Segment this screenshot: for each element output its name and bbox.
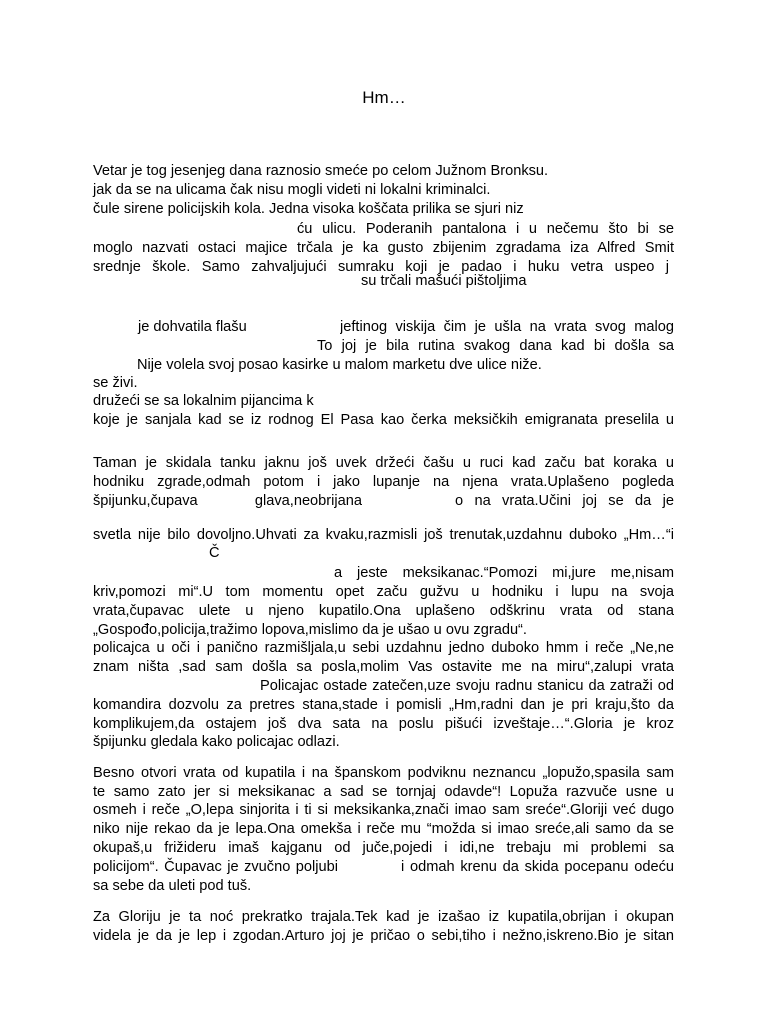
text-line: Za Gloriju je ta noć prekratko trajala.Tek kad je izašao iz kupatila,obrijan i okupan: [93, 909, 674, 925]
text-line: družeći se sa lokalnim pijancima k: [93, 393, 314, 409]
text-line: je dohvatila flašu: [138, 319, 247, 335]
text-line: o na vrata.Učini joj se da je: [455, 493, 674, 509]
text-line: jeftinog viskija čim je ušla na vrata svog malog: [340, 319, 674, 335]
text-line: Besno otvori vrata od kupatila i na španskom podviknu neznancu „lopužo,spasila sam: [93, 765, 674, 781]
text-line: sa sebe da uleti pod tuš.: [93, 878, 252, 894]
text-line: jak da se na ulicama čak nisu mogli videti ni lokalni kriminalci.: [93, 182, 491, 198]
text-line: policijom“. Čupavac je zvučno poljubi: [93, 859, 338, 875]
text-line: hodniku zgrade,odmah potom i jako lupanje na njena vrata.Uplašeno pogleda: [93, 474, 674, 490]
text-line: te samo zato jer si meksikanac a sad se tornjaj odavde“! Lopuža razvuče usne u: [93, 784, 674, 800]
text-line: čule sirene policijskih kola. Jedna visoka koščata prilika se sjuri niz: [93, 201, 524, 217]
text-line: Policajac ostade zatečen,uze svoju radnu stanicu da zatraži od: [260, 678, 674, 694]
text-line: osmeh i reče „O,lepa sinjorita i ti si meksikanka,znači imao sam sreće“.Gloriji već dugo: [93, 802, 674, 818]
text-line: policajca u oči i panično razmišljala,u sebi uzdahnu jedno duboko hmm i reče „Ne,ne: [93, 640, 674, 656]
text-line: Taman je skidala tanku jaknu još uvek držeći čašu u ruci kad začu bat koraka u: [93, 455, 674, 471]
text-line: koje je sanjala kad se iz rodnog El Pasa kao čerka meksičkih emigranata preselila u: [93, 412, 674, 428]
text-line: vrata,čupavac ulete u njeno kupatilo.Ona uplašeno odškrinu vrata od stana: [93, 603, 674, 619]
text-line: se živi.: [93, 375, 138, 391]
text-line: komplikujem,da ostajem još dva sata na poslu pišući izveštaje…“.Gloria je kroz: [93, 716, 674, 732]
text-line: a jeste meksikanac.“Pomozi mi,jure me,nisam: [334, 565, 674, 581]
text-line: kriv,pomozi mi“.U tom momentu opet začu gužvu u hodniku i lupu na svoja: [93, 584, 674, 600]
text-line: špijunku gledala kako policajac odlazi.: [93, 734, 340, 750]
text-line: ću ulicu. Poderanih pantalona i u nečemu što bi se: [297, 221, 674, 237]
page-title: Hm…: [362, 88, 406, 107]
text-line: okupaš,u frižideru imaš kajganu od juče,pojedi i idi,ne trebaju mi problemi sa: [93, 840, 674, 856]
text-line: špijunku,čupava glava,neobrijana: [93, 493, 362, 509]
text-line: Č: [209, 545, 220, 561]
text-line: su trčali mašući pištoljima: [361, 273, 527, 289]
text-line: moglo nazvati ostaci majice trčala je ka gusto zbijenim zgradama iza Alfred Smit: [93, 240, 674, 256]
text-line: komandira dozvolu za pretres stana,stade i pomisli „Hm,radni dan je pri kraju,što da: [93, 697, 674, 713]
text-line: srednje škole. Samo zahvaljujući sumraku koji je padao i huku vetra uspeo j: [93, 259, 669, 275]
text-line: i odmah krenu da skida pocepanu odeću: [401, 859, 674, 875]
text-line: svetla nije bilo dovoljno.Uhvati za kvaku,razmisli još trenutak,uzdahnu duboko „Hm…“i: [93, 527, 674, 543]
text-line: niko nije rekao da je lepa.Ona omekša i reče mu “možda si imao sreće,ali samo da se: [93, 821, 674, 837]
text-line: videla je da je lep i zgodan.Arturo joj je pričao o sebi,tiho i nežno,iskreno.Bio je sitan: [93, 928, 674, 944]
text-line: znam ništa ,sad sam došla sa posla,molim Vas ostavite me na miru“,zalupi vrata: [93, 659, 674, 675]
text-line: Vetar je tog jesenjeg dana raznosio smeće po celom Južnom Bronksu.: [93, 163, 549, 179]
text-line: Nije volela svoj posao kasirke u malom marketu dve ulice niže.: [137, 357, 542, 373]
text-line: „Gospođo,policija,tražimo lopova,mislimo da je ušao u ovu zgradu“.: [93, 622, 527, 638]
text-line: To joj je bila rutina svakog dana kad bi došla sa: [317, 338, 674, 354]
